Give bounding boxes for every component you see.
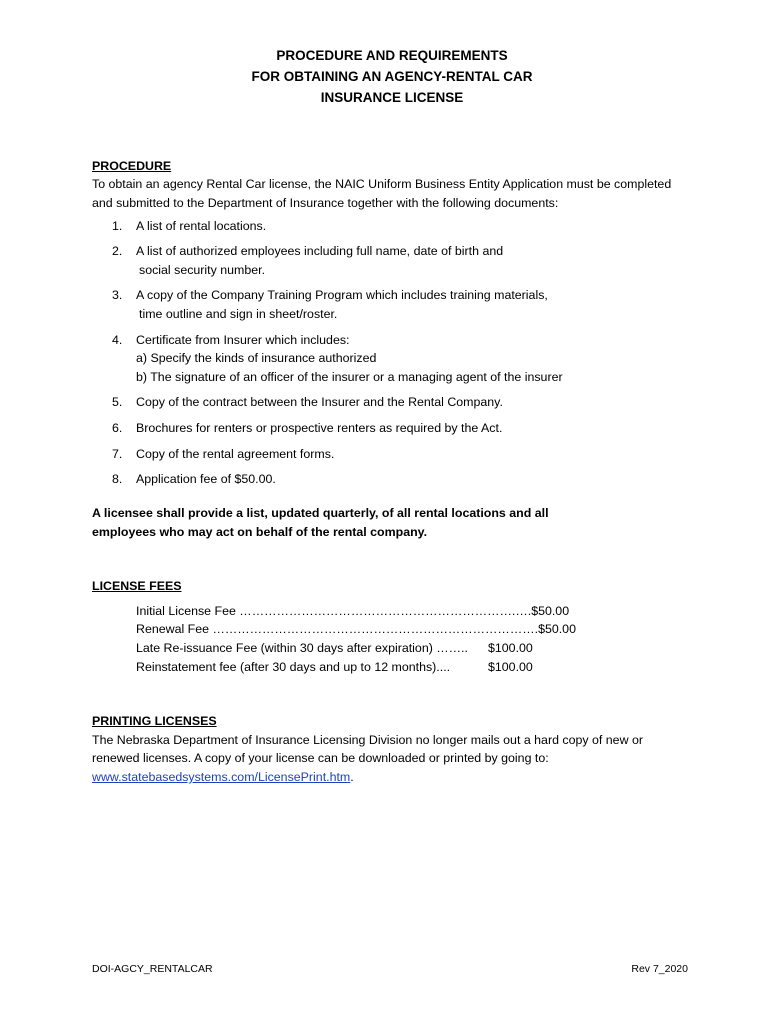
title-line-3: INSURANCE LICENSE [320,89,464,105]
form-code: DOI-AGCY_RENTALCAR [92,963,213,975]
fee-label: Reinstatement fee (after 30 days and up to 12 months).... [136,659,451,674]
license-fees-heading: LICENSE FEES [92,579,182,594]
document-title [117,46,667,109]
printing-licenses-text [92,731,672,787]
procedure-heading: PROCEDURE [92,158,172,173]
list-item-number: 3. [112,288,123,303]
procedure-intro: To obtain an agency Rental Car license, the NAIC Uniform Business Entity Application must be completed and submitted to the Department of Insurance together with the following documents: [92,177,672,210]
fee-row-initial [136,602,570,621]
list-item-continuation: time outline and sign in sheet/roster. [139,307,338,322]
list-item-text: Copy of the contract between the Insurer and the Rental Company. [136,395,503,410]
procedure-list [92,217,692,489]
fee-label: Late Re-issuance Fee (within 30 days after expiration) …….. [136,640,468,655]
list-item-text: Copy of the rental agreement forms. [136,446,335,461]
quarterly-list-notice: A licensee shall provide a list, updated quarterly, of all rental locations and all employees who may act on behalf of the rental company. [92,505,549,539]
list-item [92,419,692,438]
printing-text: The Nebraska Department of Insurance Licensing Division no longer mails out a hard copy of new or renewed licenses. A copy of your license can be downloaded or printed by going to: [92,732,643,766]
printing-text-end: . [350,770,354,784]
list-item [92,217,692,236]
list-item [92,445,692,464]
list-item [92,242,692,279]
list-item-text: A copy of the Company Training Program which includes training materials, [136,288,548,303]
fee-table [136,602,692,676]
title-line-2: FOR OBTAINING AN AGENCY-RENTAL CAR [251,68,533,84]
list-item-sub-a: a) Specify the kinds of insurance authorized [136,351,377,366]
page-footer [92,962,688,978]
list-item-sub-b: b) The signature of an officer of the insurer or a managing agent of the insurer [136,369,563,384]
list-item-text: Certificate from Insurer which includes: [136,332,350,347]
list-item-number: 5. [112,395,123,410]
list-item-number: 2. [112,244,123,259]
list-item-number: 8. [112,472,123,487]
fee-amount: $100.00 [488,640,533,655]
fee-amount: $100.00 [488,659,533,674]
list-item-text: Brochures for renters or prospective renters as required by the Act. [136,421,503,436]
document-page [92,46,692,787]
list-item-continuation: social security number. [139,262,266,277]
fee-label: Renewal Fee ……………………………………………………………………. [136,622,539,637]
list-item-number: 4. [112,332,123,347]
printing-licenses-heading: PRINTING LICENSES [92,714,217,729]
list-item [92,331,692,387]
title-line-1: PROCEDURE AND REQUIREMENTS [276,48,508,63]
fee-row-renewal [136,620,576,639]
list-item-text: Application fee of $50.00. [136,472,276,487]
list-item [92,470,692,489]
list-item-number: 6. [112,421,123,436]
list-item [92,286,692,323]
list-item-number: 1. [112,218,123,233]
list-item-text: A list of authorized employees including full name, date of birth and [136,244,504,259]
license-print-link[interactable]: www.statebasedsystems.com/LicensePrint.htm [92,770,351,784]
revision-label: Rev 7_2020 [631,963,688,975]
fee-label: Initial License Fee ………………………………………………………….…. [136,603,532,618]
fee-row-reinstatement [136,658,546,677]
list-item-number: 7. [112,446,123,461]
fee-amount: $50.00 [538,622,576,637]
fee-row-late-reissuance [136,639,546,658]
fee-amount: $50.00 [531,603,570,618]
list-item [92,393,692,412]
list-item-text: A list of rental locations. [136,218,267,233]
